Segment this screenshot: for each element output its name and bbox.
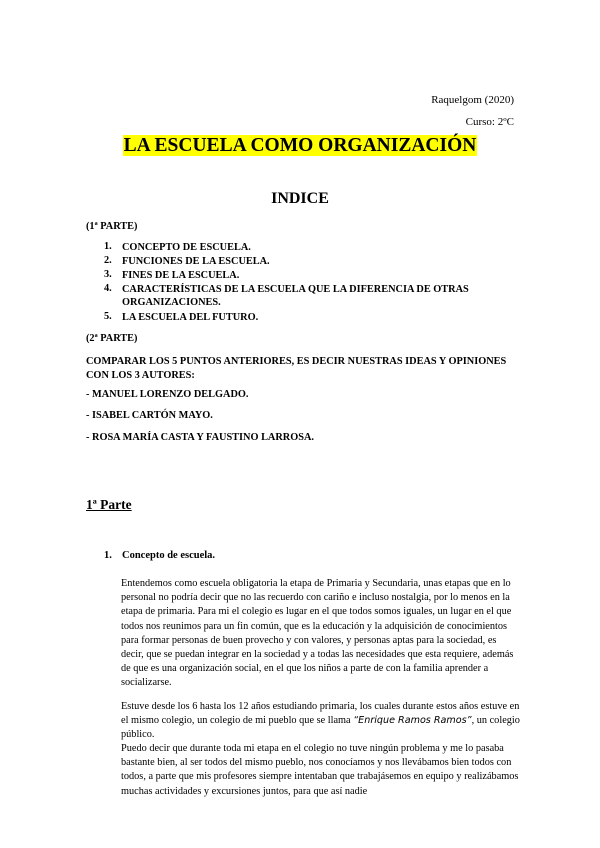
subheading-num: 1. (104, 550, 112, 561)
paragraph-2-start: Estuve desde los 6 hasta los 12 años estudiando primaria, los cuales durante estos años estuve en el mismo colegio, un colegio de mi pueblo que se llama (121, 701, 520, 727)
subheading: Concepto de escuela. (122, 550, 216, 561)
paragraph-3: Puedo decir que durante toda mi etapa en el colegio no tuve ningún problema y me lo pasaba bastante bien, al ser todos del mismo pueblo, nos conocíamos y nos llevábamos bien todos con todos, a parte que mis profesores siempre intentaban que trabajásemos en equipo y realizábamos muchas actividades y excursiones juntos, para que así nadie (121, 743, 519, 797)
index-item-5: LA ESCUELA DEL FUTURO. (122, 312, 259, 323)
author-1: - MANUEL LORENZO DELGADO. (86, 389, 249, 400)
index-item-5-num: 5. (104, 311, 112, 322)
index-item-4: CARACTERÍSTICAS DE LA ESCUELA QUE LA DIFERENCIA DE OTRAS ORGANIZACIONES. (122, 284, 469, 308)
compare-text: COMPARAR LOS 5 PUNTOS ANTERIORES, ES DECIR NUESTRAS IDEAS Y OPINIONES CON LOS 3 AUTORES: (86, 356, 507, 381)
author-3: - ROSA MARÍA CASTA Y FAUSTINO LARROSA. (86, 432, 314, 443)
school-name: “Enrique Ramos Ramos” (353, 715, 472, 727)
index-item-3: FINES DE LA ESCUELA. (122, 270, 240, 281)
paragraph-2-end: , un colegio público. (121, 715, 520, 741)
index-item-2-num: 2. (104, 255, 112, 266)
index-item-1: CONCEPTO DE ESCUELA. (122, 242, 251, 253)
paragraph-1: Entendemos como escuela obligatoria la etapa de Primaria y Secundaria, unas etapas que en lo personal no podría decir que no las recuerdo con cariño e incluso nostalgia, por lo menos en la etapa de primaria. Para mi el colegio es lugar en el que todos somos iguales, un lugar en el que todos nos reunimos para un fin común, que es la educación y la adquisición de conocimientos para formar personas de buen provecho y con valores, y personas aptas para la sociedad, es decir, que se puedan integrar en la sociedad y a todas las necesidades que esta requiere, además de que es una organización social, en el que los niños a parte de con la familia aprender a socializarse. (121, 578, 514, 689)
title-highlight: LA ESCUELA COMO ORGANIZACIÓN (123, 135, 477, 156)
part2-label: (2ª PARTE) (86, 333, 138, 344)
index-item-4-num: 4. (104, 283, 112, 294)
part1-label: (1ª PARTE) (86, 221, 138, 232)
index-item-3-num: 3. (104, 269, 112, 280)
course-label: Curso: 2ºC (465, 116, 514, 128)
paragraph-2 (121, 700, 521, 743)
index-heading: INDICE (271, 190, 329, 207)
index-item-2: FUNCIONES DE LA ESCUELA. (122, 256, 270, 267)
index-item-1-num: 1. (104, 241, 112, 252)
document-title (0, 135, 600, 157)
author-year: Raquelgom (2020) (431, 94, 514, 106)
author-2: - ISABEL CARTÓN MAYO. (86, 410, 213, 421)
section-heading: 1ª Parte (86, 497, 132, 512)
